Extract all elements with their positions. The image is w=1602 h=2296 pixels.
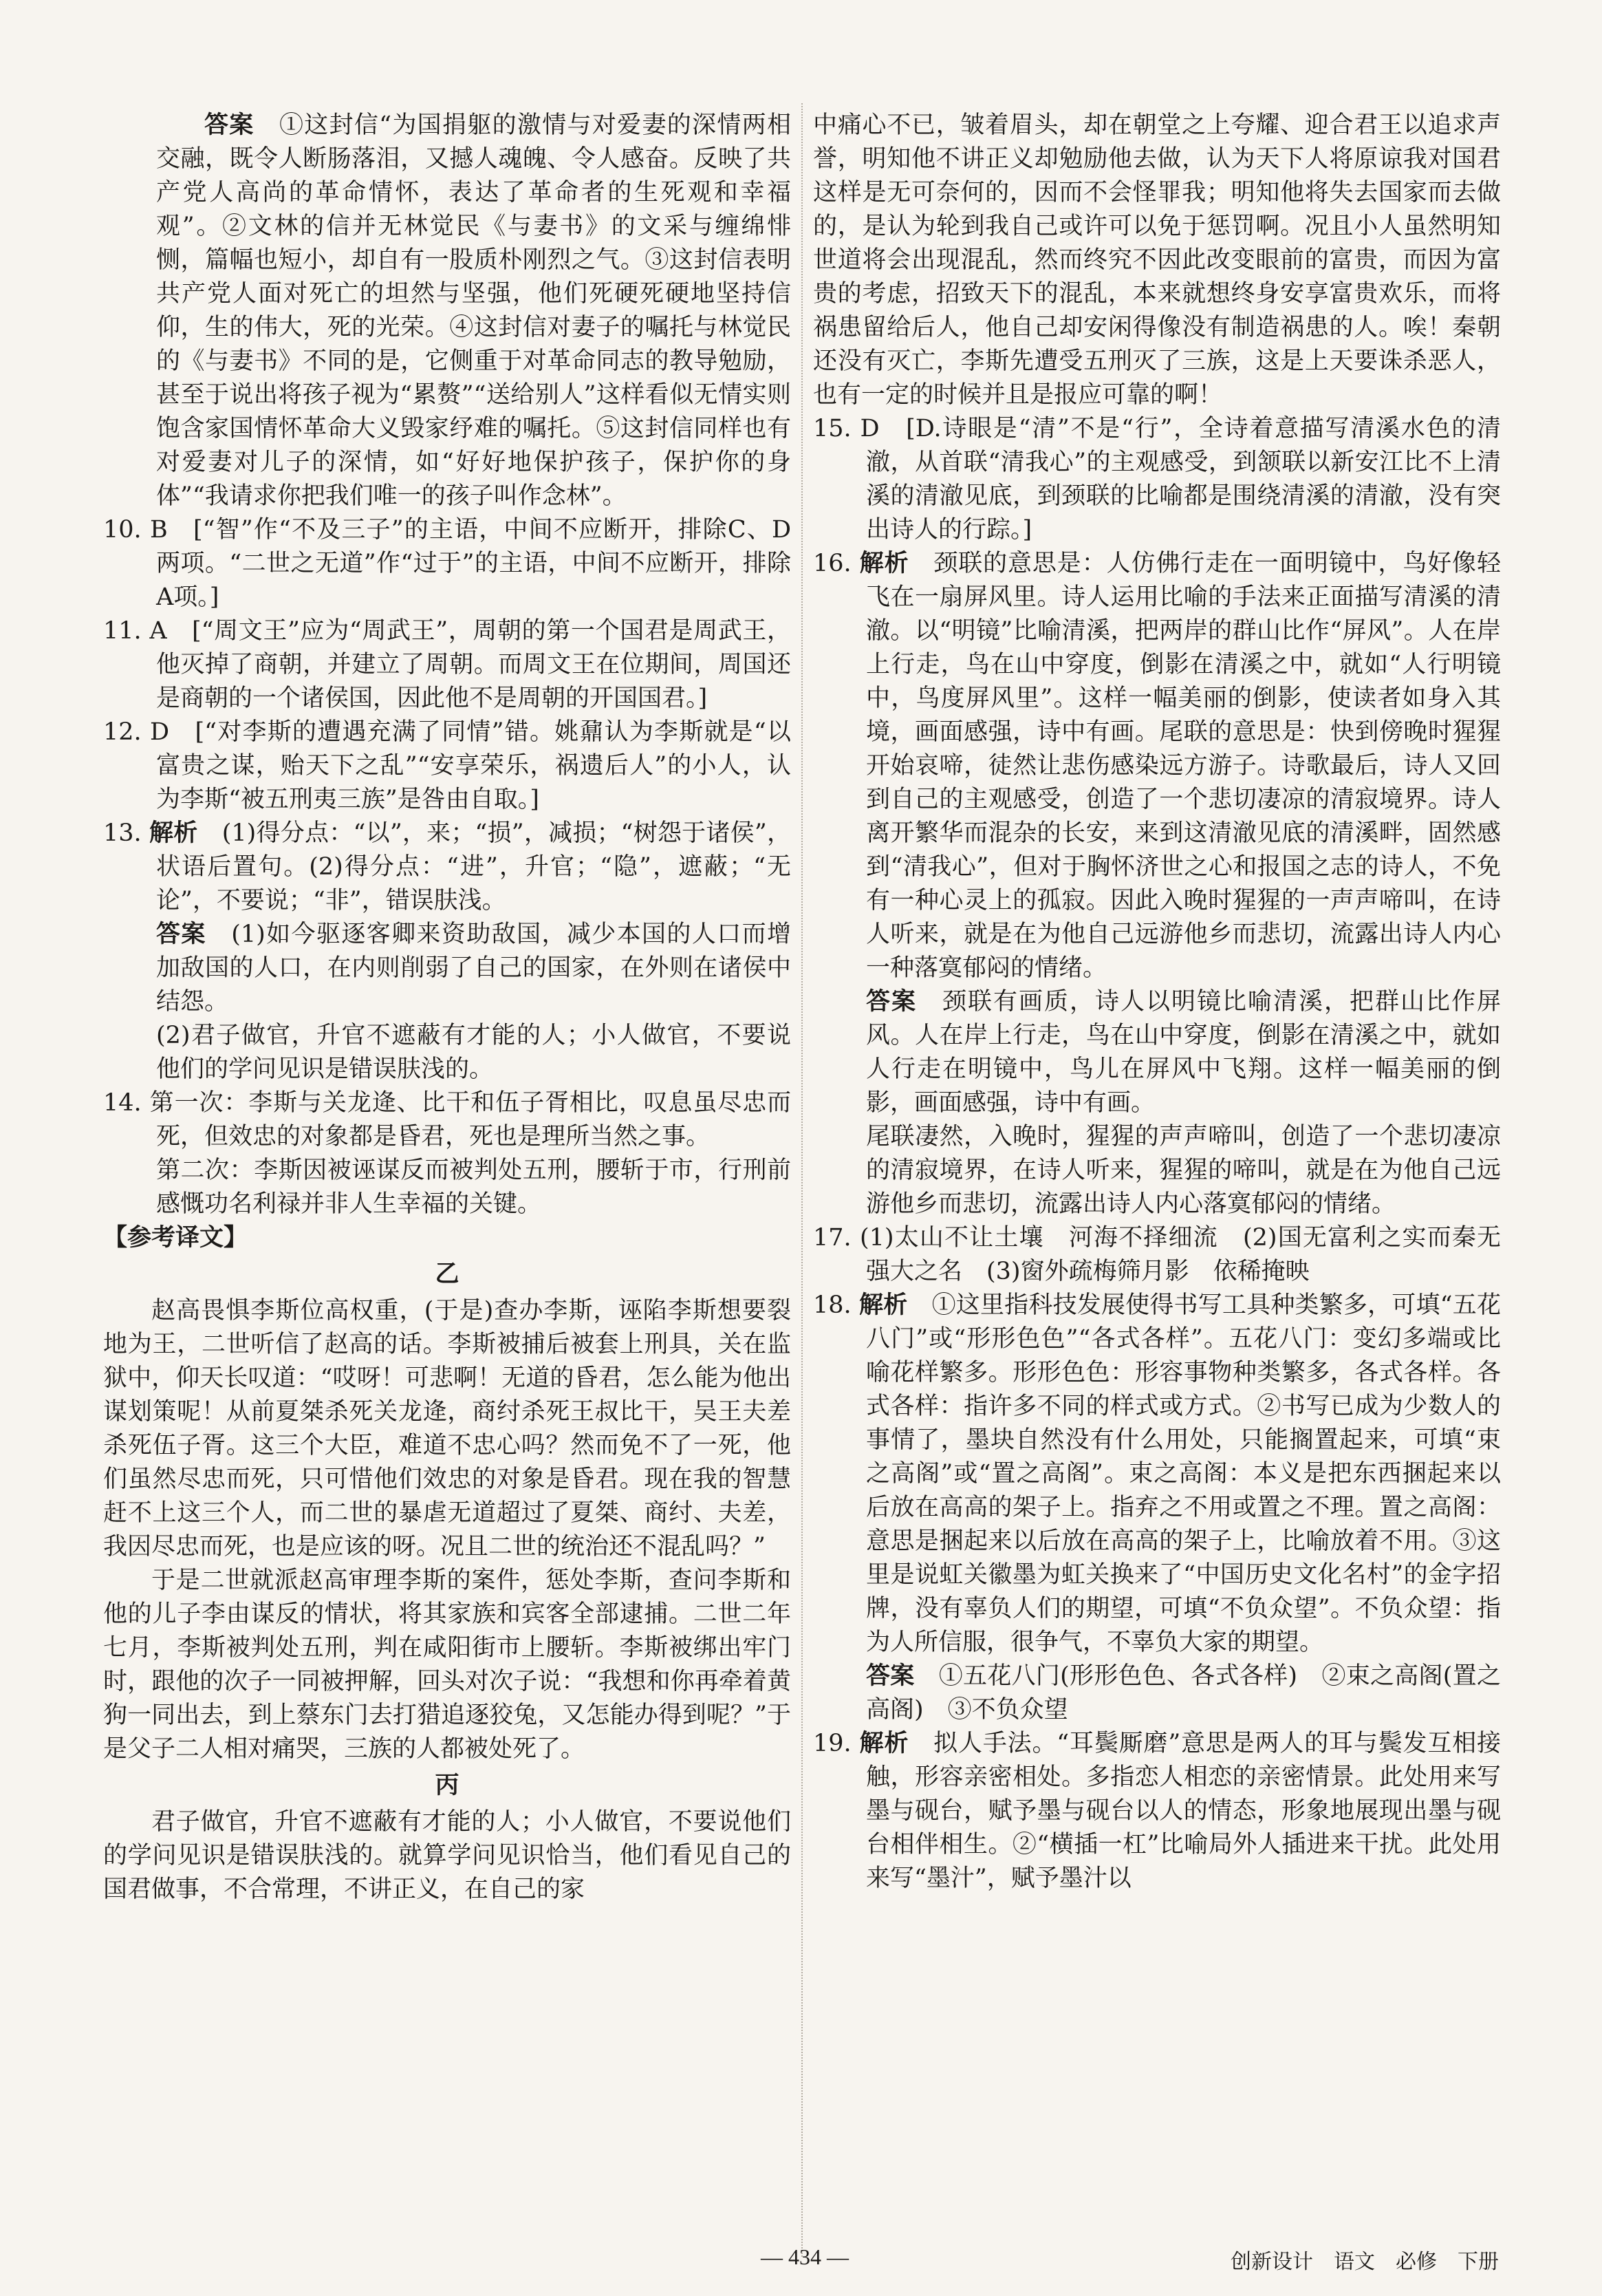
question-12: 12. D [“对李斯的遭遇充满了同情”错。姚鼐认为李斯就是“以富贵之谋，贻天下之乱”“安享荣乐，祸遗后人”的小人，认为李斯“被五刑夷三族”是咎由自取。]	[103, 718, 791, 813]
question-14: 14. 第一次：李斯与关龙逄、比干和伍子胥相比，叹息虽尽忠而死，但效忠的对象都是昏君，死也是理所当然之事。	[103, 1089, 791, 1150]
question-11: 11. A [“周文王”应为“周武王”，周朝的第一个国君是周武王，他灭掉了商朝，并建立了周朝。而周文王在位期间，周国还是商朝的一个诸侯国，因此他不是周朝的开国国君。]	[103, 617, 791, 712]
section-yi: 乙	[435, 1260, 459, 1288]
translation-yi-p1: 赵高畏惧李斯位高权重，(于是)查办李斯，诬陷李斯想要裂地为王，二世听信了赵高的话。李斯被捕后被套上刑具，关在监狱中，仰天长叹道：“哎呀！可悲啊！无道的昏君，怎么能为他出谋划策呢！从前夏桀杀死关龙逄，商纣杀死王叔比干，吴王夫差杀死伍子胥。这三个大臣，难道不忠心吗？然而免不了一死，他们虽然尽忠而死，只可惜他们效忠的对象是昏君。现在我的智慧赶不上这三个人，而二世的暴虐无道超过了夏桀、商纣、夫差，我因尽忠而死，也是应该的呀。况且二世的统治还不混乱吗？”	[103, 1297, 791, 1560]
right-column	[813, 109, 1501, 1896]
question-14-second: 第二次：李斯因被诬谋反而被判处五刑，腰斩于市，行刑前感慨功名利禄并非人生幸福的关键。	[156, 1157, 791, 1218]
question-10: 10. B [“智”作“不及三子”的主语，中间不应断开，排除C、D两项。“二世之无道”作“过于”的主语，中间不应断开，排除A项。]	[103, 516, 791, 611]
book-title: 创新设计 语文 必修 下册	[1231, 2250, 1499, 2274]
answer-label: 答案	[866, 1662, 915, 1690]
question-16-answer: 答案 颈联有画质，诗人以明镜比喻清溪，把群山比作屏风。人在岸上行走，鸟在山中穿度，倒影在清溪之中，就如人行走在明镜中，鸟儿在屏风中飞翔。这样一幅美丽的倒影，画面感强，诗中有画。	[866, 988, 1501, 1117]
question-19: 19. 解析 拟人手法。“耳鬓厮磨”意思是两人的耳与鬓发互相接触，形容亲密相处。多指恋人相恋的亲密情景。此处用来写墨与砚台，赋予墨与砚台以人的情态，形象地展现出墨与砚台相伴相生。②“横插一杠”比喻局外人插进来干扰。此处用来写“墨汁”，赋予墨汁以	[813, 1730, 1501, 1892]
section-bing: 丙	[435, 1772, 459, 1799]
analysis-label: 解析	[859, 1291, 908, 1319]
question-16-answer-2: 尾联凄然，入晚时，猩猩的声声啼叫，创造了一个悲切凄凉的清寂境界，在诗人听来，猩猩的啼叫，就是在为他自己远游他乡而悲切，流露出诗人内心落寞郁闷的情绪。	[866, 1123, 1501, 1218]
answer-label: 答案	[866, 988, 917, 1016]
question-15: 15. D [D.诗眼是“清”不是“行”，全诗着意描写清溪水色的清澈，从首联“清我心”的主观感受，到颔联以新安江比不上清溪的清澈见底，到颈联的比喻都是围绕清溪的清澈，没有突出诗人的行踪。]	[813, 415, 1501, 544]
question-13-answer-2: (2)君子做官，升官不遮蔽有才能的人；小人做官，不要说他们的学问见识是错误肤浅的。	[156, 1022, 791, 1083]
question-16: 16. 解析 颈联的意思是：人仿佛行走在一面明镜中，鸟好像轻飞在一扇屏风里。诗人运用比喻的手法来正面描写清溪的清澈。以“明镜”比喻清溪，把两岸的群山比作“屏风”。人在岸上行走，鸟在山中穿度，倒影在清溪之中，就如“人行明镜中，鸟度屏风里”。这样一幅美丽的倒影，使读者如身入其境，画面感强，诗中有画。尾联的意思是：快到傍晚时猩猩开始哀啼，徒然让悲伤感染远方游子。诗歌最后，诗人又回到自己的主观感受，创造了一个悲切凄凉的清寂境界。诗人离开繁华而混杂的长安，来到这清澈见底的清溪畔，固然感到“清我心”，但对于胸怀济世之心和报国之志的诗人，不免有一种心灵上的孤寂。因此入晚时猩猩的一声声啼叫，在诗人听来，就是在为他自己远游他乡而悲切，流露出诗人内心一种落寞郁闷的情绪。	[813, 550, 1501, 982]
page-footer	[0, 2244, 1602, 2279]
question-18: 18. 解析 ①这里指科技发展使得书写工具种类繁多，可填“五花八门”或“形形色色”“各式各样”。五花八门：变幻多端或比喻花样繁多。形形色色：形容事物种类繁多，各式各样。各式各样：指许多不同的样式或方式。②书写已成为少数人的事情了，墨块自然没有什么用处，只能搁置起来，可填“束之高阁”或“置之高阁”。束之高阁：本义是把东西捆起来以后放在高高的架子上。指弃之不用或置之不理。置之高阁：意思是捆起来以后放在高高的架子上，比喻放着不用。③这里是说虹关徽墨为虹关换来了“中国历史文化名村”的金字招牌，没有辜负人们的期望，可填“不负众望”。不负众望：指为人所信服，很争气，不辜负大家的期望。	[813, 1291, 1501, 1656]
answer-paragraph: 答案 ①这封信“为国捐躯的激情与对爱妻的深情两相交融，既令人断肠落泪，又撼人魂魄、令人感奋。反映了共产党人高尚的革命情怀，表达了革命者的生死观和幸福观”。②文林的信并无林觉民《与妻书》的文采与缠绵悱恻，篇幅也短小，却自有一股质朴刚烈之气。③这封信表明共产党人面对死亡的坦然与坚强，他们死硬死硬地坚持信仰，生的伟大，死的光荣。④这封信对妻子的嘱托与林觉民的《与妻书》不同的是，它侧重于对革命同志的教导勉励，甚至于说出将孩子视为“累赘”“送给别人”这样看似无情实则饱含家国情怀革命大义毁家纾难的嘱托。⑤这封信同样也有对爱妻对儿子的深情，如“好好地保护孩子，保护你的身体”“我请求你把我们唯一的孩子叫作念林”。	[156, 111, 791, 510]
answer-label: 答案	[204, 111, 255, 139]
question-13-answer: 答案 (1)如今驱逐客卿来资助敌国，减少本国的人口而增加敌国的人口，在内则削弱了自己的国家，在外则在诸侯中结怨。	[156, 921, 791, 1016]
analysis-label: 解析	[859, 1730, 909, 1757]
translation-bing-p1: 君子做官，升官不遮蔽有才能的人；小人做官，不要说他们的学问见识是错误肤浅的。就算学问见识恰当，他们看见自己的国君做事，不合常理，不讲正义，在自己的家	[103, 1808, 791, 1903]
analysis-label: 解析	[149, 819, 198, 847]
translation-yi-p2: 于是二世就派赵高审理李斯的案件，惩处李斯，查问李斯和他的儿子李由谋反的情状，将其家族和宾客全部逮捕。二世二年七月，李斯被判处五刑，判在咸阳街市上腰斩。李斯被绑出牢门时，跟他的次子一同被押解，回头对次子说：“我想和你再牵着黄狗一同出去，到上蔡东门去打猎追逐狡兔，又怎能办得到呢？”于是父子二人相对痛哭，三族的人都被处死了。	[103, 1567, 791, 1763]
page-number: — 434 —	[761, 2244, 849, 2269]
translation-continued: 中痛心不已，皱着眉头，却在朝堂之上夸耀、迎合君王以追求声誉，明知他不讲正义却勉励他去做，认为天下人将原谅我对国君这样是无可奈何的，因而不会怪罪我；明知他将失去国家而去做的，是认为轮到我自己或许可以免于惩罚啊。况且小人虽然明知世道将会出现混乱，然而终究不因此改变眼前的富贵，而因为富贵的考虑，招致天下的混乱，本来就想终身安享富贵欢乐，而将祸患留给后人，他自己却安闲得像没有制造祸患的人。唉！秦朝还没有灭亡，李斯先遭受五刑灭了三族，这是上天要诛杀恶人，也有一定的时候并且是报应可靠的啊！	[813, 111, 1501, 409]
question-17: 17. (1)太山不让土壤 河海不择细流 (2)国无富利之实而秦无强大之名 (3)窗外疏梅筛月影 依稀掩映	[813, 1224, 1501, 1285]
question-18-answer: 答案 ①五花八门(形形色色、各式各样) ②束之高阁(置之高阁) ③不负众望	[866, 1662, 1501, 1724]
reference-translation-header: 【参考译文】	[103, 1224, 248, 1252]
left-column	[103, 109, 791, 1907]
analysis-label: 解析	[859, 550, 909, 577]
column-divider	[801, 103, 803, 2257]
question-13: 13. 解析 (1)得分点：“以”，来；“损”，减损；“树怨于诸侯”，状语后置句。(2)得分点：“进”，升官；“隐”，遮蔽；“无论”，不要说；“非”，错误肤浅。	[103, 819, 791, 914]
answer-label: 答案	[156, 921, 206, 948]
